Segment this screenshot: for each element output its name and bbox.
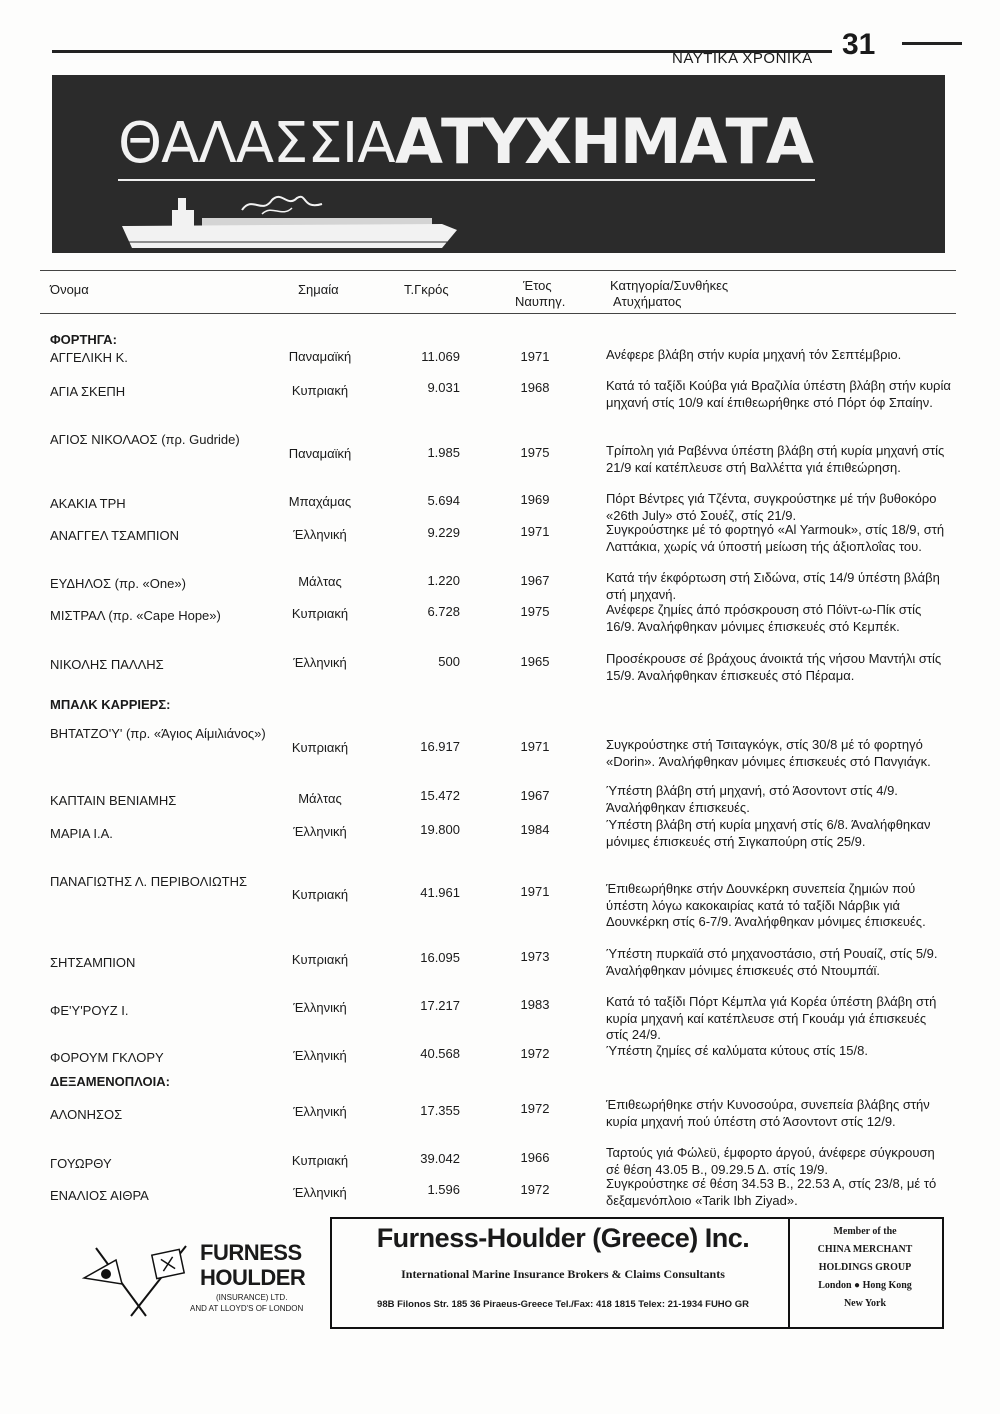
member-line-4: London ● Hong Kong (818, 1280, 912, 1291)
vessel-flag: Έλληνική (293, 1048, 347, 1063)
col-header-year-1: Έτος (523, 278, 552, 293)
vessel-year: 1971 (520, 349, 550, 364)
advertisement-member-panel (790, 1223, 940, 1313)
col-header-flag: Σημαία (298, 282, 339, 297)
vessel-grt: 19.800 (420, 822, 460, 837)
incident-description: Κατά τό ταξίδι Κούβα γιά Βραζιλία ύπέστη βλάβη στήν κυρία μηχανή στίς 10/9 καί έπιθεωρήθηκε στό Πόρτ όφ Σπαίην. (606, 378, 951, 410)
vessel-flag: Μάλτας (298, 574, 342, 589)
vessel-name: ΜΑΡΙΑ Ι.Α. (50, 826, 113, 841)
vessel-flag: Κυπριακή (291, 740, 349, 755)
vessel-grt: 500 (438, 654, 460, 669)
vessel-grt: 9.031 (427, 380, 460, 395)
incident-description: Ύπέστη ζημίες σέ καλύματα κύτους στίς 15/8. (606, 1043, 868, 1058)
vessel-year: 1971 (520, 739, 550, 754)
vessel-grt: 6.728 (427, 604, 460, 619)
vessel-name: ΣΗΤΣΑΜΠΙΟΝ (50, 955, 136, 970)
vessel-year: 1975 (520, 604, 550, 619)
incident-description: Ταρτούς γιά Φώλεϋ, έμφορτο άργού, άνέφερε σύγκρουση σέ θέση 43.05 Β., 09.29.5 Δ. στίς 19/9. (606, 1145, 935, 1177)
vessel-name: ΑΛΟΝΗΣΟΣ (50, 1107, 123, 1122)
vessel-name: ΓΟΥΩΡΘΥ (50, 1156, 112, 1171)
vessel-year: 1973 (520, 949, 550, 964)
col-header-year-2: Ναυπηγ. (515, 294, 566, 309)
banner-title-bold: ΑΤΥΧΗΜΑΤΑ (395, 105, 812, 178)
burning-ship-illustration (112, 190, 512, 252)
col-header-desc-1: Κατηγορία/Συνθήκες (610, 278, 729, 293)
incident-description: Πόρτ Βέντρες γιά Τζέντα, συγκρούστηκε μέ τήν βυθοκόρο «26th July» στό Σουέζ, στίς 21/9. (606, 491, 937, 523)
vessel-grt: 9.229 (427, 525, 460, 540)
header-rule-right (902, 42, 962, 45)
member-line-3: HOLDINGS GROUP (818, 1262, 912, 1273)
vessel-flag: Κυπριακή (291, 383, 349, 398)
incident-description: Συγκρούστηκε στή Τσιταγκόγκ, στίς 30/8 μέ τό φορτηγό «Dorin». Άναλήφθηκαν μόνιμες έπισκευές στό Πανγιάγκ. (606, 737, 931, 769)
vessel-flag: Μπαχάμας (288, 494, 352, 509)
vessel-flag: Κυπριακή (291, 606, 349, 621)
advertisement-subtitle: International Marine Insurance Brokers & Claims Consultants (401, 1267, 725, 1281)
vessel-year: 1975 (520, 445, 550, 460)
vessel-grt: 1.985 (427, 445, 460, 460)
incident-description: Ύπέστη βλάβη στή μηχανή, στό Άσοντοντ στίς 4/9. Άναλήφθηκαν έπισκευές. (606, 783, 898, 815)
vessel-grt: 5.694 (427, 493, 460, 508)
vessel-name: ΝΙΚΟΛΗΣ ΠΑΛΛΗΣ (50, 657, 164, 672)
publication-name: ΝΑΥΤΙΚΑ ΧΡΟΝΙΚΑ (672, 50, 813, 67)
member-line-2: CHINA MERCHANT (817, 1244, 913, 1255)
page-number: 31 (842, 28, 876, 61)
advertisement-main-panel (332, 1219, 790, 1327)
vessel-grt: 11.069 (421, 349, 460, 364)
vessel-name: ΠΑΝΑΓΙΩΤΗΣ Λ. ΠΕΡΙΒΟΛΙΩΤΗΣ (50, 874, 248, 889)
logo-lloyds: AND AT LLOYD'S OF LONDON (190, 1304, 304, 1313)
advertisement-address: 98B Filonos Str. 185 36 Piraeus-Greece Tel./Fax: 418 1815 Telex: 21-1934 FUHO GR (377, 1299, 749, 1310)
vessel-year: 1967 (520, 788, 550, 803)
vessel-grt: 40.568 (420, 1046, 460, 1061)
vessel-name: ΜΙΣΤΡΑΛ (πρ. «Cape Hope») (50, 608, 221, 623)
vessel-grt: 17.217 (420, 998, 460, 1013)
vessel-flag: Κυπριακή (291, 887, 349, 902)
vessel-grt: 39.042 (420, 1151, 460, 1166)
vessel-flag: Έλληνική (293, 1185, 347, 1200)
incident-description: Προσέκρουσε σέ βράχους άνοικτά τής νήσου Μαντήλι στίς 15/9. Άναλήφθηκαν έπισκευές στό Πέραμα. (606, 651, 942, 683)
crossed-flags-icon (76, 1238, 196, 1318)
vessel-flag: Παναμαϊκή (288, 446, 352, 461)
vessel-name: ΑΓΙΑ ΣΚΕΠΗ (50, 384, 126, 399)
incident-description: Ύπέστη πυρκαϊά στό μηχανοστάσιο, στή Ρουαίζ, στίς 5/9. Άναλήφθηκαν μόνιμες έπισκευές στό Ντουμπάϊ. (606, 946, 938, 978)
table-header-rule-top (40, 270, 956, 271)
col-header-name: Όνομα (50, 282, 89, 297)
vessel-flag: Έλληνική (293, 1000, 347, 1015)
vessel-grt: 1.220 (427, 573, 460, 588)
vessel-name: ΦΟΡΟΥΜ ΓΚΛΟΡΥ (50, 1050, 164, 1065)
incident-description: Ανέφερε βλάβη στήν κυρία μηχανή τόν Σεπτέμβριο. (606, 347, 902, 362)
vessel-flag: Κυπριακή (291, 1153, 349, 1168)
vessel-grt: 16.917 (420, 739, 460, 754)
vessel-grt: 41.961 (420, 885, 460, 900)
vessel-flag: Έλληνική (293, 824, 347, 839)
vessel-name: ΚΑΠΤΑΙΝ ΒΕΝΙΑΜΗΣ (50, 793, 177, 808)
vessel-year: 1965 (520, 654, 550, 669)
title-banner (52, 75, 945, 253)
section-title-bulk: ΜΠΑΛΚ ΚΑΡΡΙΕΡΣ: (50, 697, 171, 712)
incident-description: Έπιθεωρήθηκε στήν Δουνκέρκη συνεπεία ζημιών πού ύπέστη λόγω κακοκαιρίας κατά τό ταξίδι Νάρβικ γιά Δουνκέρκη στίς 6-7/9. Άναλήφθηκαν μόνιμες έπισκευές. (606, 881, 926, 929)
col-header-desc-2: Ατυχήματος (613, 294, 682, 309)
incident-description: Κατά τό ταξίδι Πόρτ Κέμπλα γιά Κορέα ύπέστη βλάβη στή κυρία μηχανή καί κατέπλευσε στή Γκουάμ γιά έπισκευές στίς 24/9. (606, 994, 937, 1042)
vessel-grt: 15.472 (420, 788, 460, 803)
col-header-grt: Τ.Γκρός (404, 282, 449, 297)
vessel-name: ΕΥΔΗΛΟΣ (πρ. «One») (50, 576, 186, 591)
vessel-year: 1983 (520, 997, 550, 1012)
advertisement-title: Furness-Houlder (Greece) Inc. (376, 1223, 750, 1253)
vessel-flag: Κυπριακή (291, 952, 349, 967)
vessel-year: 1972 (520, 1046, 550, 1061)
vessel-year: 1972 (520, 1101, 550, 1116)
vessel-name: ΑΚΑΚΙΑ ΤΡΗ (50, 496, 126, 511)
advertisement-box (330, 1217, 944, 1329)
section-title-tankers: ΔΕΞΑΜΕΝΟΠΛΟΙΑ: (50, 1074, 170, 1089)
section-title-cargo: ΦΟΡΤΗΓΑ: (50, 332, 117, 347)
vessel-year: 1971 (520, 884, 550, 899)
incident-description: Ύπέστη βλάβη στή κυρία μηχανή στίς 6/8. Άναλήφθηκαν μόνιμες έπισκευές στή Σιγκαπούρη στίς 25/9. (606, 817, 931, 849)
vessel-name: ΒΗΤΑΤΖΟ'Υ' (πρ. «Άγιος Αίμιλιάνος») (50, 726, 266, 741)
incident-description: Συγκρούστηκε σέ θέση 34.53 Β., 22.53 Α, στίς 23/8, μέ τό δεξαμενόπλοιο «Tarik Ibh Ziyad». (606, 1176, 937, 1208)
vessel-name: ΑΓΙΟΣ ΝΙΚΟΛΑΟΣ (πρ. Gudride) (50, 432, 240, 447)
vessel-flag: Έλληνική (293, 655, 347, 670)
vessel-name: ΑΝΑΓΓΕΛ ΤΣΑΜΠΙΟΝ (50, 528, 180, 543)
vessel-flag: Μάλτας (298, 791, 342, 806)
banner-rule (118, 179, 815, 181)
vessel-year: 1967 (520, 573, 550, 588)
incident-description: Έπιθεωρήθηκε στήν Κυνοσούρα, συνεπεία βλάβης στήν κυρία μηχανή πού ύπέστη στό Άσοντοντ στίς 12/9. (606, 1097, 930, 1129)
vessel-flag: Έλληνική (293, 1104, 347, 1119)
banner-title-light: ΘΑΛΑΣΣΙΑ (118, 111, 395, 176)
vessel-name: ΑΓΓΕΛΙΚΗ Κ. (50, 350, 128, 365)
vessel-grt: 1.596 (427, 1182, 460, 1197)
logo-insurance: (INSURANCE) LTD. (216, 1293, 288, 1302)
vessel-year: 1972 (520, 1182, 550, 1197)
vessel-grt: 16.095 (420, 950, 460, 965)
logo-word-2: HOULDER (200, 1265, 306, 1290)
incident-description: Ανέφερε ζημίες άπό πρόσκρουση στό Πόϊντ-ω-Πίκ στίς 16/9. Άναλήφθηκαν μόνιμες έπισκευές στό Κεμπέκ. (606, 602, 922, 634)
vessel-year: 1968 (520, 380, 550, 395)
furness-houlder-logo (76, 1238, 326, 1318)
vessel-name: ΕΝΑΛΙΟΣ ΑΙΘΡΑ (50, 1188, 149, 1203)
incident-description: Τρίπολη γιά Ραβέννα ύπέστη βλάβη στή κυρία μηχανή στίς 21/9 καί κατέπλευσε στή Βαλλέττα γιά έπιθεώρηση. (606, 443, 945, 475)
member-line-5: New York (843, 1298, 887, 1309)
incident-description: Συγκρούστηκε μέ τό φορτηγό «Al Yarmouk», στίς 18/9, στή Λαττάκια, χωρίς νά ύποστή μείωση τής άξιοπλοΐας του. (606, 522, 945, 554)
vessel-grt: 17.355 (420, 1103, 460, 1118)
member-line-1: Member of the (833, 1226, 897, 1237)
vessel-year: 1971 (520, 524, 550, 539)
logo-word-1: FURNESS (200, 1240, 302, 1265)
incident-description: Κατά τήν έκφόρτωση στή Σιδώνα, στίς 14/9 ύπέστη βλάβη στή μηχανή. (606, 570, 940, 602)
vessel-year: 1969 (520, 492, 550, 507)
vessel-year: 1966 (520, 1150, 550, 1165)
vessel-flag: Παναμαϊκή (288, 349, 352, 364)
vessel-year: 1984 (520, 822, 550, 837)
vessel-flag: Έλληνική (293, 527, 347, 542)
vessel-name: ΦΕ'Υ'ΡΟΥΖ Ι. (50, 1003, 129, 1018)
table-header-rule-bottom (40, 313, 956, 314)
